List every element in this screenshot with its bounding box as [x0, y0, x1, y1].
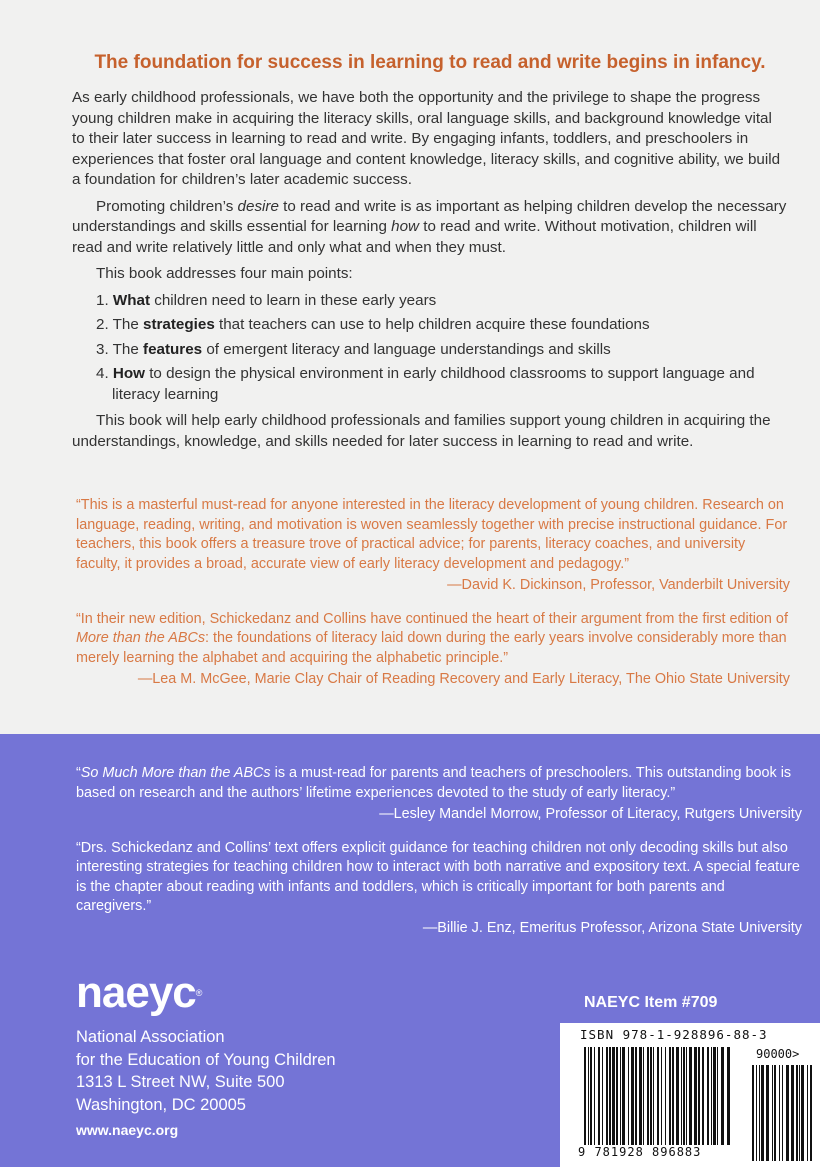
barcode-bar	[650, 1047, 652, 1145]
quote-dickinson: “This is a masterful must-read for anyone interested in the literacy development of young children. Research on language, reading, writing, and motivation is woven seamlessly together with precise instructional guidance. For teachers, this book offers a treasure trove of practical advice; for parents, literacy coaches, and university faculty, it provides a broad, accurate view of early literacy development and pedagogy.”	[76, 497, 788, 572]
barcode-bar	[681, 1047, 682, 1145]
list-item: 1. What children need to learn in these early years	[96, 291, 437, 309]
barcode-bar	[643, 1047, 644, 1145]
barcode-bar	[717, 1047, 718, 1145]
barcode-bar	[759, 1065, 760, 1161]
barcode-bar	[606, 1047, 608, 1145]
barcode-bar	[766, 1065, 769, 1161]
barcode-bar	[612, 1047, 615, 1145]
item-number: NAEYC Item #709	[584, 994, 718, 1011]
barcode-bar	[761, 1065, 764, 1161]
barcode-bar	[598, 1047, 600, 1145]
barcode-bar	[791, 1065, 794, 1161]
quote-morrow: “So Much More than the ABCs is a must-read for parents and teachers of preschoolers. This outstanding book is based on research and the authors’ lifetime experiences devoted to the study of early literacy.”	[76, 765, 792, 801]
barcode-bar	[622, 1047, 625, 1145]
barcode-bar	[616, 1047, 618, 1145]
attribution-morrow: —Lesley Mandel Morrow, Professor of Literacy, Rutgers University	[379, 806, 802, 822]
barcode-bar	[672, 1047, 674, 1145]
attribution-mcgee: —Lea M. McGee, Marie Clay Chair of Reading Recovery and Early Literacy, The Ohio State University	[137, 671, 790, 687]
barcode-bar	[713, 1047, 716, 1145]
barcode-bar	[721, 1047, 724, 1145]
endorsements-top	[76, 496, 790, 704]
barcode-bar	[628, 1047, 629, 1145]
barcode-bar	[786, 1065, 789, 1161]
barcode-bar	[774, 1065, 776, 1161]
attribution-enz: —Billie J. Enz, Emeritus Professor, Arizona State University	[422, 919, 802, 936]
closing-paragraph: This book will help early childhood professionals and families support young children in acquiring the understandings, knowledge, and skills needed for later success in learning to read and write.	[72, 412, 771, 450]
attribution-dickinson: —David K. Dickinson, Professor, Vanderbilt University	[447, 577, 790, 593]
barcode-bar	[653, 1047, 654, 1145]
barcode-bar	[711, 1047, 712, 1145]
address-line: National Association	[76, 1028, 225, 1046]
barcode-bar	[779, 1065, 780, 1161]
barcode-bar	[657, 1047, 659, 1145]
website-link[interactable]: www.naeyc.org	[76, 1122, 179, 1138]
barcode-area	[560, 1023, 820, 1167]
barcode-bar	[796, 1065, 798, 1161]
barcode-bar	[801, 1065, 804, 1161]
barcode-bar	[669, 1047, 671, 1145]
barcode-bar	[635, 1047, 637, 1145]
endorsements-bottom	[76, 764, 802, 952]
barcode-bar	[782, 1065, 783, 1161]
barcode-bar	[772, 1065, 773, 1161]
intro-paragraph: As early childhood professionals, we have both the opportunity and the privilege to shape the progress young children make in acquiring the literacy skills, oral language skills, and background knowledge vital to their later success in learning to read and write. By engaging infants, toddlers, and preschoolers in experiences that foster oral language and content knowledge, literacy skills, and cognitive ability, we build a foundation for children’s later academic success.	[72, 89, 781, 188]
barcode-bar	[752, 1065, 754, 1161]
barcode-bar	[602, 1047, 603, 1145]
list-item: 4. How to design the physical environment in early childhood classrooms to support language and literacy learning	[96, 365, 755, 403]
barcode-bar	[810, 1065, 812, 1161]
barcode-bar	[676, 1047, 679, 1145]
barcode-bar	[609, 1047, 611, 1145]
barcode-bar	[590, 1047, 592, 1145]
description	[72, 88, 788, 458]
publisher-address	[76, 1026, 336, 1116]
quote-enz: “Drs. Schickedanz and Collins’ text offers explicit guidance for teaching children not only decoding skills but also interesting strategies for teaching children how to interact with both narrative and expository text. A special feature is the chapter about reading with infants and toddlers, which is critically important for both parents and caregivers.”	[76, 839, 800, 914]
barcode-bar	[661, 1047, 662, 1145]
barcode-bar	[727, 1047, 730, 1145]
naeyc-logo: naeyc®	[76, 968, 202, 1017]
barcode-bar	[639, 1047, 642, 1145]
isbn-label: ISBN 978-1-928896-88-3	[580, 1027, 768, 1042]
address-line: 1313 L Street NW, Suite 500	[76, 1073, 285, 1091]
barcode-bar	[702, 1047, 704, 1145]
barcode-bar	[594, 1047, 595, 1145]
barcode-bar	[686, 1047, 687, 1145]
points-intro: This book addresses four main points:	[96, 265, 353, 282]
address-line: for the Education of Young Children	[76, 1050, 336, 1069]
barcode-bar	[707, 1047, 709, 1145]
barcode-bar	[584, 1047, 586, 1145]
quote-mcgee: “In their new edition, Schickedanz and Collins have continued the heart of their argument from the first edition of More than the ABCs: the foundations of literacy laid down during the early years involve considerably more than merely learning the alphabet and acquiring the alphabetic principle.”	[76, 610, 788, 666]
price-code: 90000>	[756, 1047, 800, 1061]
headline: The foundation for success in learning to read and write begins in infancy.	[94, 52, 766, 73]
barcode-bar	[689, 1047, 692, 1145]
motivation-paragraph: Promoting children’s desire to read and write is as important as helping children develop the necessary understandings and skills essential for learning how to read and write. Without motivation, children will read and write relatively little and only what and when they must.	[72, 197, 787, 256]
barcode-bar	[683, 1047, 685, 1145]
barcode-number: 9 781928 896883	[578, 1145, 702, 1159]
barcode-bar	[631, 1047, 634, 1145]
main-points-list	[96, 291, 788, 406]
barcode-bar	[698, 1047, 700, 1145]
barcode-bar	[647, 1047, 649, 1145]
barcode-bar	[694, 1047, 697, 1145]
barcode-bar	[756, 1065, 757, 1161]
barcode-bar	[665, 1047, 666, 1145]
list-item: 3. The features of emergent literacy and language understandings and skills	[96, 340, 611, 358]
barcode-bar	[799, 1065, 800, 1161]
barcode-bar	[620, 1047, 621, 1145]
barcode-bar	[807, 1065, 808, 1161]
address-line: Washington, DC 20005	[76, 1095, 246, 1114]
list-item: 2. The strategies that teachers can use to help children acquire these foundations	[96, 316, 650, 333]
barcode-bar	[588, 1047, 589, 1145]
